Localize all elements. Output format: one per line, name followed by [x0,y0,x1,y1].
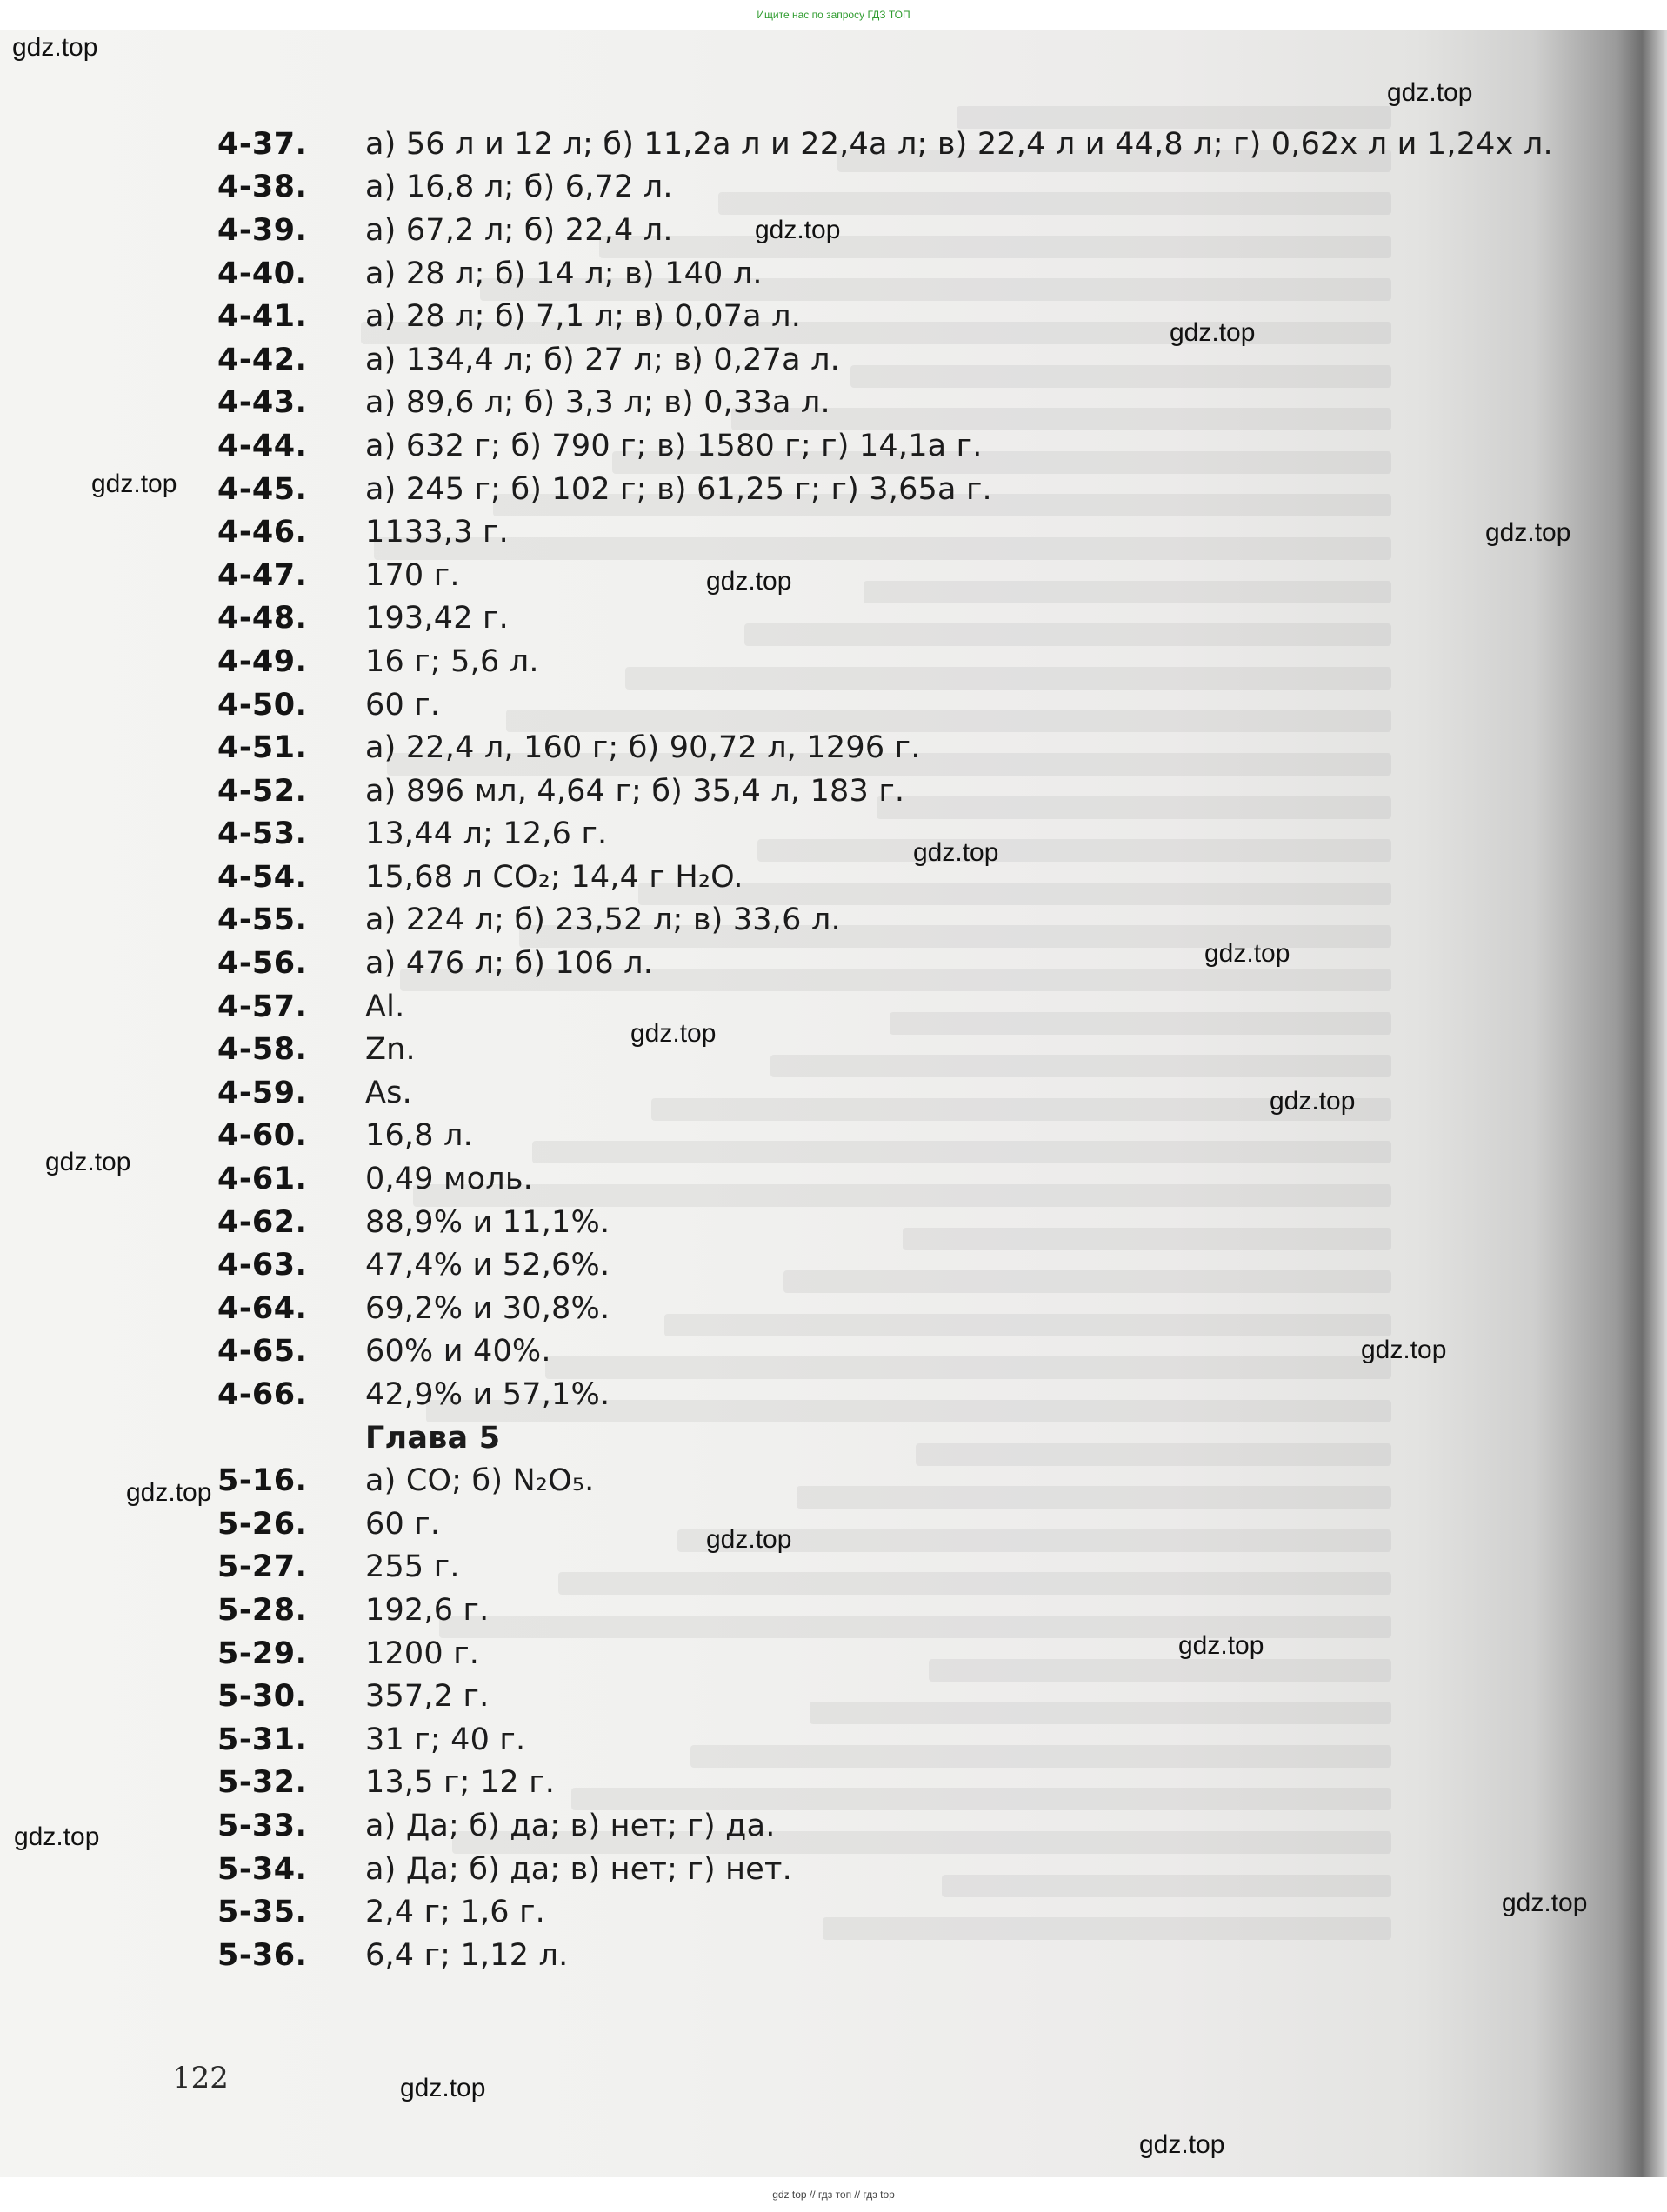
answer-row [217,338,1626,382]
answer-row [217,726,1626,770]
answer-text: 13,5 г; 12 г. [365,1765,556,1801]
answer-text: 16,8 л. [365,1118,473,1154]
problem-number: 4-60. [217,1118,308,1154]
answer-text: 6,4 г; 1,12 л. [365,1937,569,1973]
answer-row [217,295,1626,338]
watermark-label: gdz.top [126,1478,212,1507]
watermark-label: gdz.top [1204,939,1290,968]
answer-row [217,1071,1626,1115]
answer-text: 192,6 г. [365,1592,490,1628]
answer-row [217,1890,1626,1934]
answer-row [217,1201,1626,1244]
problem-number: 4-53. [217,816,308,852]
answer-text: 31 г; 40 г. [365,1722,526,1757]
answer-text: а) 28 л; б) 7,1 л; в) 0,07a л. [365,299,802,335]
problem-number: 4-66. [217,1377,308,1413]
watermark-label: gdz.top [706,567,792,596]
problem-number: 4-61. [217,1162,308,1197]
answer-text: а) Да; б) да; в) нет; г) нет. [365,1851,792,1887]
problem-number: 4-52. [217,773,308,809]
answer-row [217,123,1626,166]
answer-text: 255 г. [365,1549,460,1585]
problem-number: 4-48. [217,601,308,636]
watermark-label: gdz.top [706,1525,792,1554]
answer-text: 170 г. [365,557,460,593]
problem-number: 4-59. [217,1075,308,1110]
answer-text: 193,42 г. [365,601,509,636]
answer-text: 88,9% и 11,1%. [365,1204,610,1240]
watermark-label: gdz.top [1139,2130,1225,2159]
problem-number: 5-36. [217,1937,308,1973]
problem-number: 5-32. [217,1765,308,1801]
problem-number: 4-44. [217,428,308,463]
answer-row [217,770,1626,813]
chapter-title: Глава 5 [365,1420,501,1456]
answer-row [217,899,1626,943]
answer-row [217,942,1626,985]
watermark-label: gdz.top [400,2074,486,2102]
answer-text: 1133,3 г. [365,515,509,550]
answer-text: 69,2% и 30,8%. [365,1290,610,1326]
answer-text: 47,4% и 52,6%. [365,1248,610,1283]
answer-text: а) 89,6 л; б) 3,3 л; в) 0,33a л. [365,385,830,421]
answer-row [217,683,1626,727]
answer-text: а) 224 л; б) 23,52 л; в) 33,6 л. [365,903,841,938]
answer-row [217,985,1626,1029]
problem-number: 4-62. [217,1204,308,1240]
problem-number: 5-30. [217,1679,308,1715]
answer-row [217,1589,1626,1632]
problem-number: 5-35. [217,1895,308,1930]
watermark-label: gdz.top [1387,78,1473,107]
problem-number: 4-45. [217,471,308,507]
answer-text: 60 г. [365,1506,441,1542]
problem-number: 4-50. [217,687,308,723]
answer-text: а) 56 л и 12 л; б) 11,2a л и 22,4a л; в) 22,4 л и 44,8 л; г) 0,62x л и 1,24x л. [365,126,1553,162]
problem-number: 5-28. [217,1592,308,1628]
problem-number: 4-38. [217,170,308,205]
answer-text: а) Да; б) да; в) нет; г) да. [365,1808,776,1843]
answer-text: 60 г. [365,687,441,723]
answer-text: а) 896 мл, 4,64 г; б) 35,4 л, 183 г. [365,773,905,809]
answer-row [217,424,1626,468]
problem-number: 4-41. [217,299,308,335]
problem-number: 4-49. [217,643,308,679]
problem-number: 5-31. [217,1722,308,1757]
answer-text: а) 632 г; б) 790 г; в) 1580 г; г) 14,1a г. [365,428,983,463]
answer-text: 13,44 л; 12,6 г. [365,816,608,852]
answer-row [217,209,1626,252]
answer-text: а) 16,8 л; б) 6,72 л. [365,170,673,205]
answer-list [217,123,1626,1977]
answer-row [217,554,1626,597]
problem-number: 5-29. [217,1636,308,1671]
problem-number: 4-39. [217,212,308,248]
answer-row [217,597,1626,641]
answer-row [217,1804,1626,1848]
answer-row [217,640,1626,683]
problem-number: 4-65. [217,1334,308,1369]
answer-text: а) 134,4 л; б) 27 л; в) 0,27a л. [365,342,840,377]
answer-row [217,1115,1626,1158]
answer-row [217,1502,1626,1546]
answer-row [217,1934,1626,1977]
problem-number: 4-56. [217,946,308,982]
watermark-label: gdz.top [12,33,98,62]
answer-text: 42,9% и 57,1%. [365,1377,610,1413]
problem-number: 4-55. [217,903,308,938]
scanned-page [0,30,1667,2177]
watermark-label: gdz.top [1485,518,1571,547]
answer-text: а) 245 г; б) 102 г; в) 61,25 г; г) 3,65a г. [365,471,992,507]
answer-text: 1200 г. [365,1636,480,1671]
answer-row [217,1243,1626,1287]
answer-text: Al. [365,989,405,1024]
watermark-label: gdz.top [755,216,841,244]
answer-row [217,252,1626,296]
problem-number: 4-54. [217,859,308,895]
problem-number: 5-33. [217,1808,308,1843]
watermark-label: gdz.top [91,470,177,498]
answer-row [217,1373,1626,1416]
watermark-label: gdz.top [913,838,999,867]
answer-row [217,1157,1626,1201]
watermark-label: gdz.top [1270,1087,1356,1116]
top-banner: Ищите нас по запросу ГДЗ ТОП [757,9,910,21]
problem-number: 4-43. [217,385,308,421]
answer-text: 16 г; 5,6 л. [365,643,539,679]
answer-row [217,382,1626,425]
answer-row [217,166,1626,210]
footer: gdz top // гдз топ // гдз top [0,2177,1667,2212]
problem-number: 4-40. [217,256,308,291]
problem-number: 5-34. [217,1851,308,1887]
answer-text: 15,68 л CO₂; 14,4 г H₂O. [365,859,743,895]
watermark-label: gdz.top [1170,318,1256,347]
answer-text: 2,4 г; 1,6 г. [365,1895,545,1930]
problem-number: 4-37. [217,126,308,162]
answer-row [217,1028,1626,1071]
problem-number: 4-47. [217,557,308,593]
problem-number: 4-51. [217,730,308,766]
problem-number: 5-16. [217,1463,308,1499]
chapter-heading [217,1416,1626,1460]
watermark-label: gdz.top [1178,1631,1264,1660]
answer-row [217,1287,1626,1330]
answer-text: 0,49 моль. [365,1162,533,1197]
problem-number: 4-64. [217,1290,308,1326]
answer-row [217,1546,1626,1589]
answer-row [217,1848,1626,1891]
answer-row [217,1632,1626,1676]
answer-text: а) CO; б) N₂O₅. [365,1463,595,1499]
answer-text: As. [365,1075,412,1110]
answer-text: а) 28 л; б) 14 л; в) 140 л. [365,256,763,291]
answer-text: 357,2 г. [365,1679,490,1715]
answer-row [217,510,1626,554]
watermark-label: gdz.top [630,1019,717,1048]
answer-text: а) 67,2 л; б) 22,4 л. [365,212,673,248]
watermark-label: gdz.top [1361,1336,1447,1364]
answer-text: а) 22,4 л, 160 г; б) 90,72 л, 1296 г. [365,730,921,766]
problem-number: 5-26. [217,1506,308,1542]
answer-text: 60% и 40%. [365,1334,551,1369]
answer-row [217,1718,1626,1762]
watermark-label: gdz.top [14,1822,100,1851]
problem-number: 4-42. [217,342,308,377]
problem-number: 5-27. [217,1549,308,1585]
problem-number: 4-57. [217,989,308,1024]
answer-row [217,1675,1626,1718]
problem-number: 4-46. [217,515,308,550]
answer-row [217,1762,1626,1805]
answer-row [217,1459,1626,1502]
problem-number: 4-63. [217,1248,308,1283]
page-number: 122 [172,2061,229,2095]
answer-text: Zn. [365,1032,416,1068]
problem-number: 4-58. [217,1032,308,1068]
answer-text: а) 476 л; б) 106 л. [365,946,654,982]
watermark-label: gdz.top [1502,1889,1588,1917]
answer-row [217,468,1626,511]
watermark-label: gdz.top [45,1148,131,1176]
